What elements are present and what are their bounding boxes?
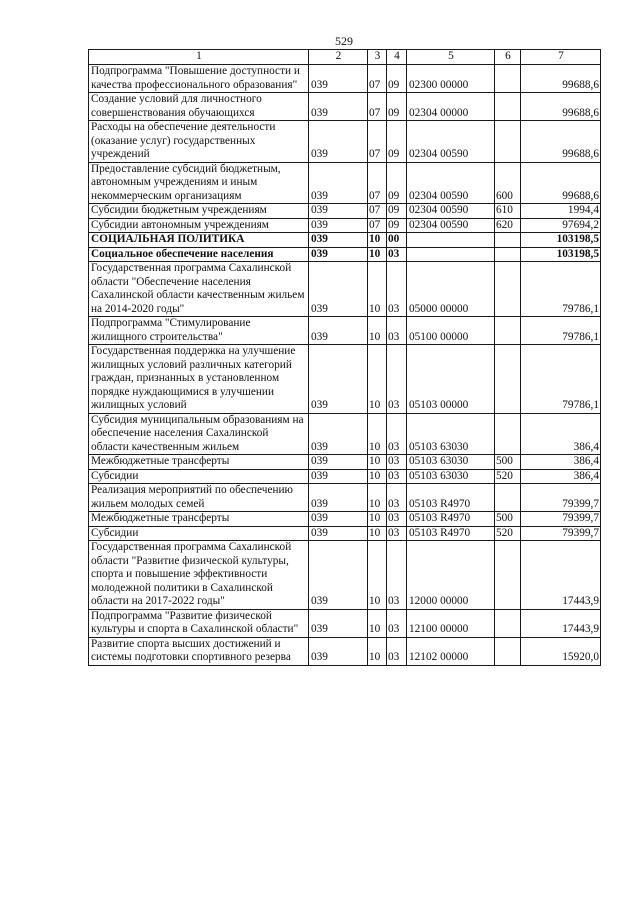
header-row <box>89 50 601 65</box>
row-subsection: 03 <box>387 469 407 484</box>
row-amount: 79786,1 <box>521 262 601 317</box>
row-expense-type <box>495 247 521 262</box>
row-admin-code: 039 <box>309 65 368 93</box>
row-target-article <box>407 233 495 248</box>
row-admin-code: 039 <box>309 247 368 262</box>
row-expense-type <box>495 65 521 93</box>
row-section: 07 <box>368 162 387 204</box>
row-amount: 79786,1 <box>521 317 601 345</box>
row-admin-code: 039 <box>309 218 368 233</box>
row-admin-code: 039 <box>309 455 368 470</box>
table-row <box>89 637 601 665</box>
row-admin-code: 039 <box>309 413 368 455</box>
column-header: 7 <box>521 50 601 65</box>
row-target-article: 12100 00000 <box>407 609 495 637</box>
row-admin-code: 039 <box>309 262 368 317</box>
row-target-article: 05000 00000 <box>407 262 495 317</box>
row-amount: 386,4 <box>521 413 601 455</box>
row-amount: 17443,9 <box>521 541 601 610</box>
row-subsection: 09 <box>387 204 407 219</box>
row-name: Подпрограмма "Повышение доступности и качества профессионального образования" <box>89 65 309 93</box>
row-section: 07 <box>368 121 387 163</box>
row-subsection: 03 <box>387 413 407 455</box>
row-expense-type <box>495 413 521 455</box>
row-name: Создание условий для личностного совершенствования обучающихся <box>89 93 309 121</box>
row-expense-type <box>495 317 521 345</box>
table-row <box>89 512 601 527</box>
row-admin-code: 039 <box>309 121 368 163</box>
column-header: 1 <box>89 50 309 65</box>
row-section: 10 <box>368 247 387 262</box>
table-row <box>89 204 601 219</box>
table-row <box>89 484 601 512</box>
row-target-article: 02304 00590 <box>407 162 495 204</box>
row-admin-code: 039 <box>309 541 368 610</box>
row-admin-code: 039 <box>309 204 368 219</box>
row-expense-type: 520 <box>495 526 521 541</box>
row-section: 10 <box>368 413 387 455</box>
column-header: 4 <box>387 50 407 65</box>
row-name: Государственная поддержка на улучшение жилищных условий различных категорий граждан, признанных в установленном порядке нуждающимися в улучшении жилищных условий <box>89 345 309 414</box>
row-admin-code: 039 <box>309 484 368 512</box>
row-name: Расходы на обеспечение деятельности (оказание услуг) государственных учреждений <box>89 121 309 163</box>
row-section: 07 <box>368 218 387 233</box>
row-subsection: 03 <box>387 317 407 345</box>
column-header: 5 <box>407 50 495 65</box>
row-name: Субсидии бюджетным учреждениям <box>89 204 309 219</box>
row-target-article: 05103 63030 <box>407 455 495 470</box>
row-subsection: 03 <box>387 262 407 317</box>
row-subsection: 03 <box>387 526 407 541</box>
row-target-article: 05103 R4970 <box>407 484 495 512</box>
row-admin-code: 039 <box>309 93 368 121</box>
table-row <box>89 121 601 163</box>
row-name: Государственная программа Сахалинской области "Обеспечение населения Сахалинской области качественным жильем на 2014-2020 годы" <box>89 262 309 317</box>
row-amount: 97694,2 <box>521 218 601 233</box>
row-target-article <box>407 247 495 262</box>
table-row <box>89 262 601 317</box>
row-admin-code: 039 <box>309 526 368 541</box>
row-subsection: 03 <box>387 512 407 527</box>
row-section: 07 <box>368 204 387 219</box>
row-section: 10 <box>368 233 387 248</box>
row-expense-type <box>495 262 521 317</box>
column-header: 2 <box>309 50 368 65</box>
row-target-article: 05103 63030 <box>407 413 495 455</box>
row-name: Межбюджетные трансферты <box>89 512 309 527</box>
row-amount: 386,4 <box>521 455 601 470</box>
row-expense-type: 520 <box>495 469 521 484</box>
row-expense-type: 600 <box>495 162 521 204</box>
row-amount: 99688,6 <box>521 65 601 93</box>
row-expense-type: 500 <box>495 512 521 527</box>
row-section: 10 <box>368 526 387 541</box>
row-admin-code: 039 <box>309 317 368 345</box>
row-target-article: 05103 63030 <box>407 469 495 484</box>
table-row <box>89 541 601 610</box>
row-amount: 386,4 <box>521 469 601 484</box>
row-expense-type: 610 <box>495 204 521 219</box>
row-section: 10 <box>368 345 387 414</box>
table-row <box>89 609 601 637</box>
row-section: 10 <box>368 484 387 512</box>
row-section: 07 <box>368 65 387 93</box>
row-target-article: 05103 00000 <box>407 345 495 414</box>
table-row <box>89 93 601 121</box>
table-row <box>89 247 601 262</box>
row-target-article: 05100 00000 <box>407 317 495 345</box>
row-name: Подпрограмма "Стимулирование жилищного строительства" <box>89 317 309 345</box>
row-subsection: 03 <box>387 637 407 665</box>
row-target-article: 02300 00000 <box>407 65 495 93</box>
row-expense-type: 620 <box>495 218 521 233</box>
table-row <box>89 526 601 541</box>
row-admin-code: 039 <box>309 469 368 484</box>
row-subsection: 03 <box>387 455 407 470</box>
row-admin-code: 039 <box>309 637 368 665</box>
row-subsection: 09 <box>387 65 407 93</box>
row-admin-code: 039 <box>309 233 368 248</box>
row-name: Субсидия муниципальным образованиям на обеспечение населения Сахалинской области качественным жильем <box>89 413 309 455</box>
row-name: Межбюджетные трансферты <box>89 455 309 470</box>
row-target-article: 02304 00590 <box>407 218 495 233</box>
row-section: 10 <box>368 317 387 345</box>
row-amount: 99688,6 <box>521 121 601 163</box>
row-amount: 79399,7 <box>521 512 601 527</box>
row-target-article: 02304 00590 <box>407 204 495 219</box>
row-name: Государственная программа Сахалинской области "Развитие физической культуры, спорта и повышение эффективности молодежной политики в Сахалинской области на 2017-2022 годы" <box>89 541 309 610</box>
row-subsection: 09 <box>387 218 407 233</box>
row-expense-type <box>495 345 521 414</box>
row-name: Развитие спорта высших достижений и системы подготовки спортивного резерва <box>89 637 309 665</box>
row-section: 10 <box>368 609 387 637</box>
table-row <box>89 65 601 93</box>
table-row <box>89 317 601 345</box>
row-amount: 1994,4 <box>521 204 601 219</box>
row-amount: 79786,1 <box>521 345 601 414</box>
row-amount: 99688,6 <box>521 93 601 121</box>
row-name: Субсидии <box>89 469 309 484</box>
row-amount: 15920,0 <box>521 637 601 665</box>
table-row <box>89 413 601 455</box>
row-expense-type <box>495 541 521 610</box>
row-amount: 103198,5 <box>521 247 601 262</box>
row-name: СОЦИАЛЬНАЯ ПОЛИТИКА <box>89 233 309 248</box>
row-target-article: 12000 00000 <box>407 541 495 610</box>
budget-table <box>88 49 601 666</box>
row-name: Социальное обеспечение населения <box>89 247 309 262</box>
row-amount: 99688,6 <box>521 162 601 204</box>
row-expense-type <box>495 484 521 512</box>
row-expense-type <box>495 609 521 637</box>
row-expense-type <box>495 637 521 665</box>
row-section: 10 <box>368 637 387 665</box>
column-header: 6 <box>495 50 521 65</box>
row-target-article: 12102 00000 <box>407 637 495 665</box>
row-expense-type <box>495 233 521 248</box>
row-admin-code: 039 <box>309 162 368 204</box>
row-name: Субсидии <box>89 526 309 541</box>
row-subsection: 03 <box>387 609 407 637</box>
row-section: 10 <box>368 541 387 610</box>
row-name: Субсидии автономным учреждениям <box>89 218 309 233</box>
table-row <box>89 233 601 248</box>
column-header: 3 <box>368 50 387 65</box>
row-subsection: 03 <box>387 247 407 262</box>
row-section: 10 <box>368 469 387 484</box>
row-subsection: 09 <box>387 121 407 163</box>
row-amount: 79399,7 <box>521 526 601 541</box>
table-row <box>89 162 601 204</box>
row-section: 10 <box>368 512 387 527</box>
table-row <box>89 218 601 233</box>
row-subsection: 03 <box>387 484 407 512</box>
row-subsection: 09 <box>387 162 407 204</box>
row-section: 10 <box>368 455 387 470</box>
row-amount: 103198,5 <box>521 233 601 248</box>
row-amount: 17443,9 <box>521 609 601 637</box>
row-admin-code: 039 <box>309 609 368 637</box>
table-row <box>89 469 601 484</box>
row-expense-type <box>495 121 521 163</box>
row-subsection: 03 <box>387 541 407 610</box>
row-target-article: 02304 00590 <box>407 121 495 163</box>
row-subsection: 09 <box>387 93 407 121</box>
table-row <box>89 455 601 470</box>
table-row <box>89 345 601 414</box>
row-target-article: 05103 R4970 <box>407 512 495 527</box>
row-subsection: 03 <box>387 345 407 414</box>
row-name: Реализация мероприятий по обеспечению жильем молодых семей <box>89 484 309 512</box>
page-number: 529 <box>335 34 353 48</box>
row-target-article: 02304 00000 <box>407 93 495 121</box>
row-section: 07 <box>368 93 387 121</box>
row-name: Предоставление субсидий бюджетным, автономным учреждениям и иным некоммерческим организациям <box>89 162 309 204</box>
table-body <box>89 65 601 666</box>
row-subsection: 00 <box>387 233 407 248</box>
row-name: Подпрограмма "Развитие физической культуры и спорта в Сахалинской области" <box>89 609 309 637</box>
row-target-article: 05103 R4970 <box>407 526 495 541</box>
row-admin-code: 039 <box>309 512 368 527</box>
row-expense-type: 500 <box>495 455 521 470</box>
row-amount: 79399,7 <box>521 484 601 512</box>
row-section: 10 <box>368 262 387 317</box>
row-admin-code: 039 <box>309 345 368 414</box>
row-expense-type <box>495 93 521 121</box>
